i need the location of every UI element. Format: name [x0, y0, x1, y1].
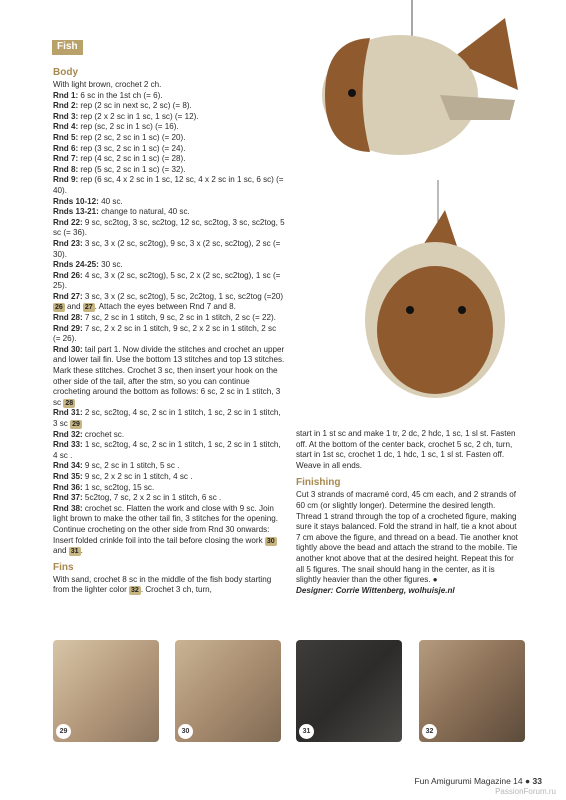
- body-intro: With light brown, crochet 2 ch.: [53, 80, 162, 89]
- photo-number: 32: [422, 724, 437, 739]
- round-row: Rnd 9: rep (6 sc, 4 x 2 sc in 1 sc, 12 sc, 4 x 2 sc in 1 sc, 6 sc) (= 40).: [53, 175, 284, 195]
- designer-credit: Designer: Corrie Wittenberg, wolhuisje.nl: [296, 585, 455, 595]
- photo-number: 31: [299, 724, 314, 739]
- watermark: PassionForum.ru: [495, 787, 556, 796]
- step-photo-32: [419, 640, 525, 742]
- round-row: Rnd 23: 3 sc, 3 x (2 sc, sc2tog), 9 sc, 3 x (2 sc, sc2tog), 2 sc (= 30).: [53, 238, 281, 259]
- round-row: Rnd 1: 6 sc in the 1st ch (= 6).: [53, 90, 163, 100]
- round-38: Rnd 38: crochet sc. Flatten the work and close with 9 sc. Join light brown to make the other tail fin, 3 stitches for the opening. Continue crocheting on the other side from Rnd 30 onwards: Insert folded crinkle foil into the tail before closing the work 30 and 31 .: [53, 503, 278, 556]
- page-footer: [414, 776, 542, 786]
- photo-ref: 32: [131, 587, 139, 595]
- fish-photo-front: [350, 180, 525, 410]
- round-row: Rnd 22: 9 sc, sc2tog, 3 sc, sc2tog, 12 sc, sc2tog, 3 sc, sc2tog, 5 sc (= 36).: [53, 217, 285, 238]
- step-photo-30: [175, 640, 281, 742]
- round-row: Rnds 24-25: 30 sc.: [53, 260, 123, 270]
- photo-ref: 26: [55, 304, 63, 312]
- round-row: Rnd 8: rep (5 sc, 2 sc in 1 sc) (= 32).: [53, 164, 186, 174]
- round-row: Rnd 32: crochet sc.: [53, 429, 125, 439]
- round-row: Rnds 10-12: 40 sc.: [53, 196, 123, 206]
- photo-ref: 27: [84, 304, 93, 312]
- photo-ref: 28: [65, 399, 74, 407]
- round-row: Rnd 37: 5c2tog, 7 sc, 2 x 2 sc in 1 stitch, 6 sc .: [53, 493, 222, 503]
- photo-ref: 29: [72, 421, 80, 428]
- round-30: Rnd 30: tail part 1. Now divide the stitches and crochet an upper and lower tail fin. Use the bottom 13 stitches and top 13 stitches. Mark these stitches. Crochet 3 sc, then insert your hook on the other side of the tail, after the stm, so you can continue crocheting around the bottom as follows: 6 sc, 2 sc in 1 stitch, 3 sc 28: [53, 344, 285, 407]
- section-tag: Fish: [52, 40, 83, 55]
- fins-finishing-column: [296, 429, 521, 596]
- round-row: Rnd 5: rep (2 sc, 2 sc in 1 sc) (= 20).: [53, 132, 186, 142]
- body-instructions: [53, 67, 285, 596]
- finishing-text: Cut 3 strands of macramé cord, 45 cm each, and 2 strands of 60 cm (or slightly longer). Determine the desired length. Thread 1 strand through the top of a crocheted figure, making sure it stays balanced. Fold the strand in half, tie a knot about 7 cm above the figure, and thread on a bead. Tie another knot tightly above the bead and attach the strand to the mobile. Tie another knot above that at the desired height. Repeat this for all 5 figures. The snail should hang in the center, as it is slightly heavier than the other figures. ●: [296, 490, 518, 585]
- round-row: Rnd 28: 7 sc, 2 sc in 1 stitch, 9 sc, 2 sc in 1 stitch, 2 sc (= 22).: [53, 313, 276, 323]
- side-fin: [440, 95, 515, 120]
- round-row: Rnd 26: 4 sc, 3 x (2 sc, sc2tog), 5 sc, 2 x (2 sc, sc2tog), 1 sc (= 25).: [53, 270, 281, 291]
- fins-heading: Fins: [53, 561, 74, 573]
- fins-text: With sand, crochet 8 sc in the middle of the fish body starting from the lighter color 32 . Crochet 3 ch, turn,: [53, 574, 272, 595]
- photo-number: 29: [56, 724, 71, 739]
- round-row: Rnd 3: rep (2 x 2 sc in 1 sc, 1 sc) (= 12).: [53, 111, 199, 121]
- round-31: Rnd 31: 2 sc, sc2tog, 4 sc, 2 sc in 1 stitch, 1 sc, 2 sc in 1 stitch, 3 sc 29: [53, 408, 281, 428]
- fish-face: [377, 266, 493, 394]
- round-27: Rnd 27: 3 sc, 3 x (2 sc, sc2tog), 5 sc, 2c2tog, 1 sc, sc2tog (=20) 26 and 27 . Attach the eyes between Rnd 7 and 8.: [53, 291, 284, 312]
- round-row: Rnd 4: rep (sc, 2 sc in 1 sc) (= 16).: [53, 122, 179, 132]
- body-heading: Body: [53, 67, 78, 78]
- fins-continued: start in 1 st sc and make 1 tr, 2 dc, 2 hdc, 1 sc, 1 sl st. Fasten off. At the bottom of the center back, crochet 5 sc, 2 ch, turn, start in 1st sc, crochet 1 dc, 1 hdc, 1 sc, 1 sl st. Fasten off. Weave in all ends.: [296, 429, 516, 470]
- photo-ref: 31: [70, 548, 79, 556]
- round-row: Rnd 36: 1 sc, sc2tog, 15 sc.: [53, 482, 155, 492]
- photo-number: 30: [178, 724, 193, 739]
- round-row: Rnd 2: rep (2 sc in next sc, 2 sc) (= 8).: [53, 101, 192, 111]
- round-row: Rnd 6: rep (3 sc, 2 sc in 1 sc) (= 24).: [53, 143, 186, 153]
- round-row: Rnd 33: 1 sc, sc2tog, 4 sc, 2 sc in 1 stitch, 1 sc, 2 sc in 1 stitch, 4 sc .: [53, 440, 281, 460]
- fish-eye-left: [406, 306, 414, 314]
- round-row: Rnd 35: 9 sc, 2 x 2 sc in 1 stitch, 4 sc .: [53, 471, 193, 481]
- step-photo-31: [296, 640, 402, 742]
- step-photo-29: [53, 640, 159, 742]
- fish-photo-side: [300, 0, 550, 170]
- round-row: Rnd 7: rep (4 sc, 2 sc in 1 sc) (= 28).: [53, 154, 186, 164]
- fish-eye-right: [458, 306, 466, 314]
- round-row: Rnd 29: 7 sc, 2 x 2 sc in 1 stitch, 9 sc, 2 x 2 sc in 1 stitch, 2 sc (= 26).: [53, 323, 277, 344]
- footer-separator: ●: [525, 776, 531, 786]
- page-number: 33: [532, 776, 542, 786]
- fish-eye: [348, 89, 356, 97]
- round-row: Rnd 34: 9 sc, 2 sc in 1 stitch, 5 sc .: [53, 461, 180, 471]
- round-row: Rnds 13-21: change to natural, 40 sc.: [53, 207, 190, 217]
- magazine-name: Fun Amigurumi Magazine 14: [414, 776, 523, 786]
- finishing-heading: Finishing: [296, 477, 341, 489]
- photo-ref: 30: [266, 537, 275, 545]
